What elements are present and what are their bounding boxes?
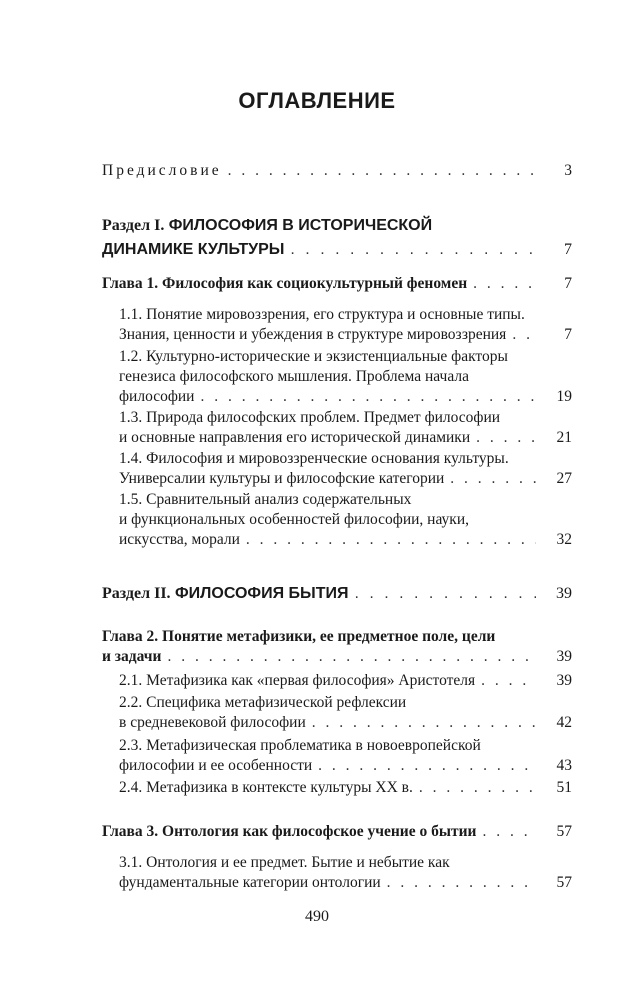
toc-entry-chapter-3 [102,822,572,842]
leader-dots [473,274,536,294]
entry-text-line2: Универсалии культуры и философские категории [119,470,445,487]
entry-text-line2: и основные направления его исторической динамики [119,429,471,446]
leader-dots [419,778,536,798]
entry-text-line1: 2.3. Метафизическая проблематика в новоевропейской [119,737,481,754]
page-ref: 27 [556,470,572,487]
page-ref: 42 [556,714,572,731]
toc-entry-1-4 [119,449,572,489]
entry-text-line2: и задачи [102,648,162,665]
page-ref: 7 [564,326,572,343]
toc-entry-3-1 [119,853,572,893]
section-title-line1: ФИЛОСОФИЯ В ИСТОРИЧЕСКОЙ [168,217,433,234]
toc-entry-2-4 [119,778,572,798]
page-ref: 7 [564,275,572,292]
entry-text: 2.1. Метафизика как «первая философия» Аристотеля [119,672,476,689]
leader-dots [228,161,536,181]
entry-text-line3: искусства, морали [119,531,240,548]
entry-text-line2: генезиса философского мышления. Проблема начала [119,368,469,385]
toc-entry-preface [102,161,572,181]
entry-text-line1: 3.1. Онтология и ее предмет. Бытие и небытие как [119,854,450,871]
entry-text-line3: философии [119,388,195,405]
page-ref: 3 [564,162,572,179]
page-ref: 19 [556,388,572,405]
leader-dots [354,582,536,606]
entry-text-line1: Глава 2. Понятие метафизики, ее предметное поле, цели [102,628,496,645]
leader-dots [200,387,536,407]
toc-entry-section-2 [102,582,572,606]
page-ref: 32 [556,531,572,548]
leader-dots [167,647,536,667]
page-ref: 39 [556,672,572,689]
entry-text-line2: фундаментальные категории онтологии [119,874,381,891]
toc-entry-chapter-2 [102,627,572,667]
page-ref: 51 [556,779,572,796]
page-title: ОГЛАВЛЕНИЕ [238,88,396,113]
entry-text-line1: 1.3. Природа философских проблем. Предмет философии [119,409,501,426]
toc-entry-chapter-1 [102,274,572,294]
entry-text-line1: 1.2. Культурно-исторические и экзистенциальные факторы [119,348,508,365]
entry-text-line2: философии и ее особенности [119,757,313,774]
leader-dots [481,671,536,691]
entry-text: Глава 1. Философия как социокультурный феномен [102,275,468,292]
leader-dots [290,238,536,262]
toc-entry-2-3 [119,736,572,776]
section-lead: Раздел I. [102,217,165,234]
leader-dots [482,822,536,842]
toc-entry-1-1 [119,305,572,345]
toc-entry-1-2 [119,347,572,407]
leader-dots [312,713,536,733]
page-ref: 7 [564,241,572,258]
entry-text-line1: 1.1. Понятие мировоззрения, его структура и основные типы. [119,306,525,323]
entry-text-line1: 1.5. Сравнительный анализ содержательных [119,491,412,508]
page-ref: 57 [556,823,572,840]
entry-text-line2: и функциональных особенностей философии, науки, [119,511,470,528]
section-title: ФИЛОСОФИЯ БЫТИЯ [175,585,349,602]
entry-text-line1: 2.2. Специфика метафизической рефлексии [119,694,407,711]
page-ref: 57 [556,874,572,891]
toc-entry-1-3 [119,408,572,448]
entry-text-line1: 1.4. Философия и мировоззренческие основания культуры. [119,450,509,467]
entry-text-line2: Знания, ценности и убеждения в структуре мировоззрения [119,326,507,343]
entry-text-line2: в средневековой философии [119,714,306,731]
leader-dots [246,530,536,550]
section-title-line2: ДИНАМИКЕ КУЛЬТУРЫ [102,241,285,258]
leader-dots [512,325,536,345]
page-ref: 39 [556,585,572,602]
toc-entry-2-1 [119,671,572,691]
page-ref: 21 [556,429,572,446]
section-lead: Раздел II. [102,585,171,602]
entry-text: 2.4. Метафизика в контексте культуры XX в. [119,779,413,796]
leader-dots [318,756,536,776]
toc-entry-section-1 [102,214,572,262]
leader-dots [387,873,536,893]
page-ref: 39 [556,648,572,665]
page-ref: 43 [556,757,572,774]
entry-text: Предисловие [102,162,222,179]
page-number: 490 [305,908,329,925]
toc-entry-2-2 [119,693,572,733]
leader-dots [476,428,536,448]
leader-dots [450,469,536,489]
entry-text: Глава 3. Онтология как философское учение о бытии [102,823,477,840]
toc-entry-1-5 [119,490,572,550]
